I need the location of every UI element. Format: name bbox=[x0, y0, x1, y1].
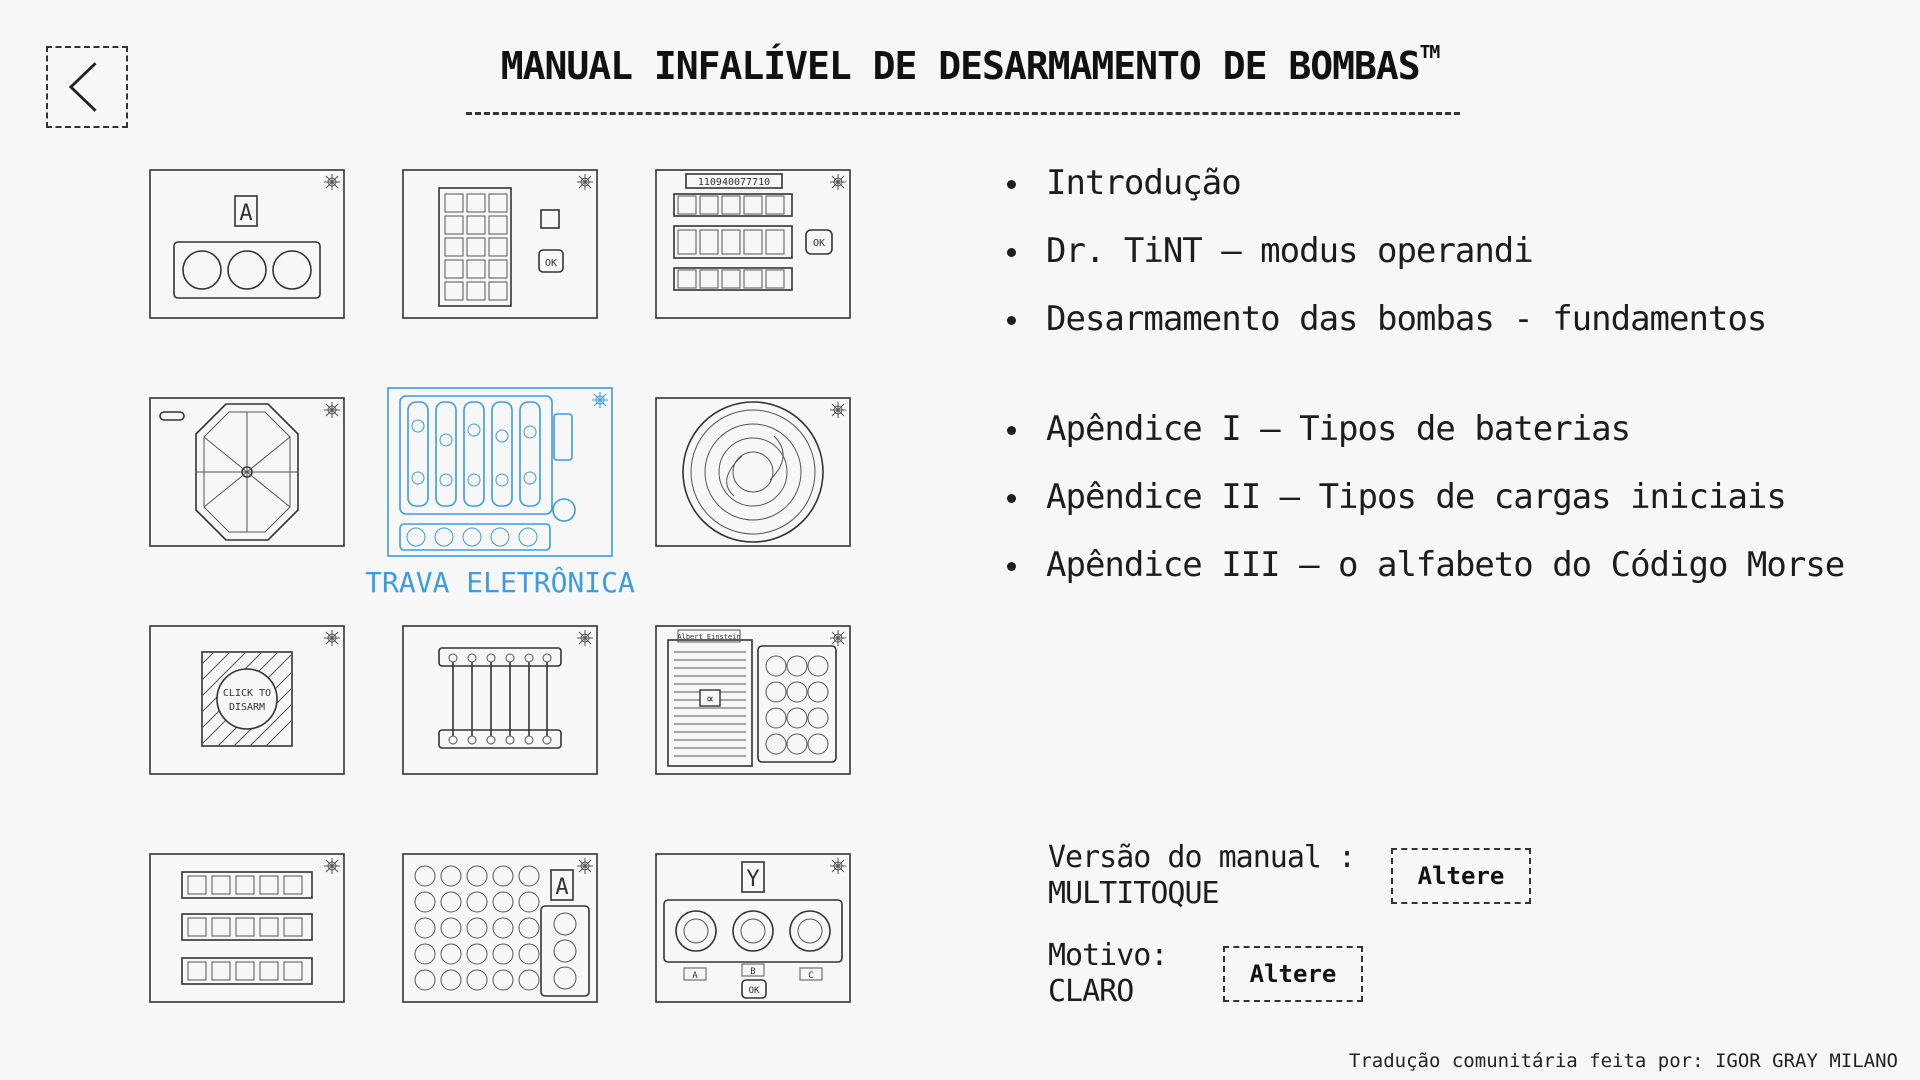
module-electronic-lock[interactable] bbox=[386, 386, 614, 558]
module-display-char: A bbox=[555, 875, 569, 900]
module-ok-label: OK bbox=[812, 238, 826, 249]
module-round-maze[interactable] bbox=[654, 396, 852, 548]
version-alter-button[interactable]: Altere bbox=[1391, 848, 1531, 904]
click-line-2: DISARM bbox=[228, 702, 266, 713]
module-display-char: Y bbox=[746, 867, 760, 892]
module-three-dials[interactable] bbox=[654, 852, 852, 1004]
einstein-symbol: ∝ bbox=[706, 692, 714, 707]
module-ok-label: OK bbox=[544, 258, 558, 269]
trademark-mark: TM bbox=[1419, 42, 1440, 63]
toc-item-introducao[interactable]: Introdução bbox=[1004, 160, 1844, 228]
chevron-left-icon bbox=[48, 48, 126, 126]
toc-item-apendice-3[interactable]: Apêndice III – o alfabeto do Código Morse bbox=[1004, 542, 1844, 610]
einstein-name: Albert Einstein bbox=[677, 633, 741, 641]
module-octagon-wires[interactable] bbox=[148, 396, 346, 548]
version-value: MULTITOQUE bbox=[1048, 876, 1219, 911]
toc-item-fundamentos[interactable]: Desarmamento das bombas - fundamentos bbox=[1004, 296, 1844, 364]
title-divider bbox=[466, 112, 1460, 115]
module-click-to-disarm[interactable] bbox=[148, 624, 346, 776]
module-vertical-wires[interactable] bbox=[401, 624, 599, 776]
module-ok-label: OK bbox=[748, 986, 760, 996]
theme-value: CLARO bbox=[1048, 974, 1134, 1009]
toc-item-modus-operandi[interactable]: Dr. TiNT – modus operandi bbox=[1004, 228, 1844, 296]
module-display-three-buttons[interactable] bbox=[148, 168, 346, 320]
toc-item-apendice-1[interactable]: Apêndice I – Tipos de baterias bbox=[1004, 406, 1844, 474]
module-circle-grid[interactable] bbox=[401, 852, 599, 1004]
module-symbol-columns[interactable] bbox=[148, 852, 346, 1004]
dial-label-c: C bbox=[808, 971, 814, 981]
click-line-1: CLICK TO bbox=[222, 688, 272, 699]
theme-alter-button[interactable]: Altere bbox=[1223, 946, 1363, 1002]
table-of-contents bbox=[1004, 160, 1844, 610]
module-code-text: 110940077710 bbox=[697, 177, 771, 188]
selected-module-label: TRAVA ELETRÔNICA bbox=[365, 566, 635, 599]
module-einstein-panel[interactable] bbox=[654, 624, 852, 776]
module-display-char: A bbox=[239, 201, 253, 226]
back-button[interactable] bbox=[46, 46, 128, 128]
translation-credit: Tradução comunitária feita por: IGOR GRAY MILANO bbox=[1348, 1050, 1898, 1072]
dial-label-a: A bbox=[692, 971, 698, 981]
page-title bbox=[430, 44, 1510, 88]
title-text: MANUAL INFALÍVEL DE DESARMAMENTO DE BOMBAS bbox=[500, 44, 1420, 88]
theme-label: Motivo: bbox=[1048, 938, 1168, 973]
module-keypad-grid[interactable] bbox=[401, 168, 599, 320]
toc-item-apendice-2[interactable]: Apêndice II – Tipos de cargas iniciais bbox=[1004, 474, 1844, 542]
version-label: Versão do manual : bbox=[1048, 840, 1356, 875]
module-digit-code[interactable] bbox=[654, 168, 852, 320]
dial-label-b: B bbox=[750, 967, 756, 977]
